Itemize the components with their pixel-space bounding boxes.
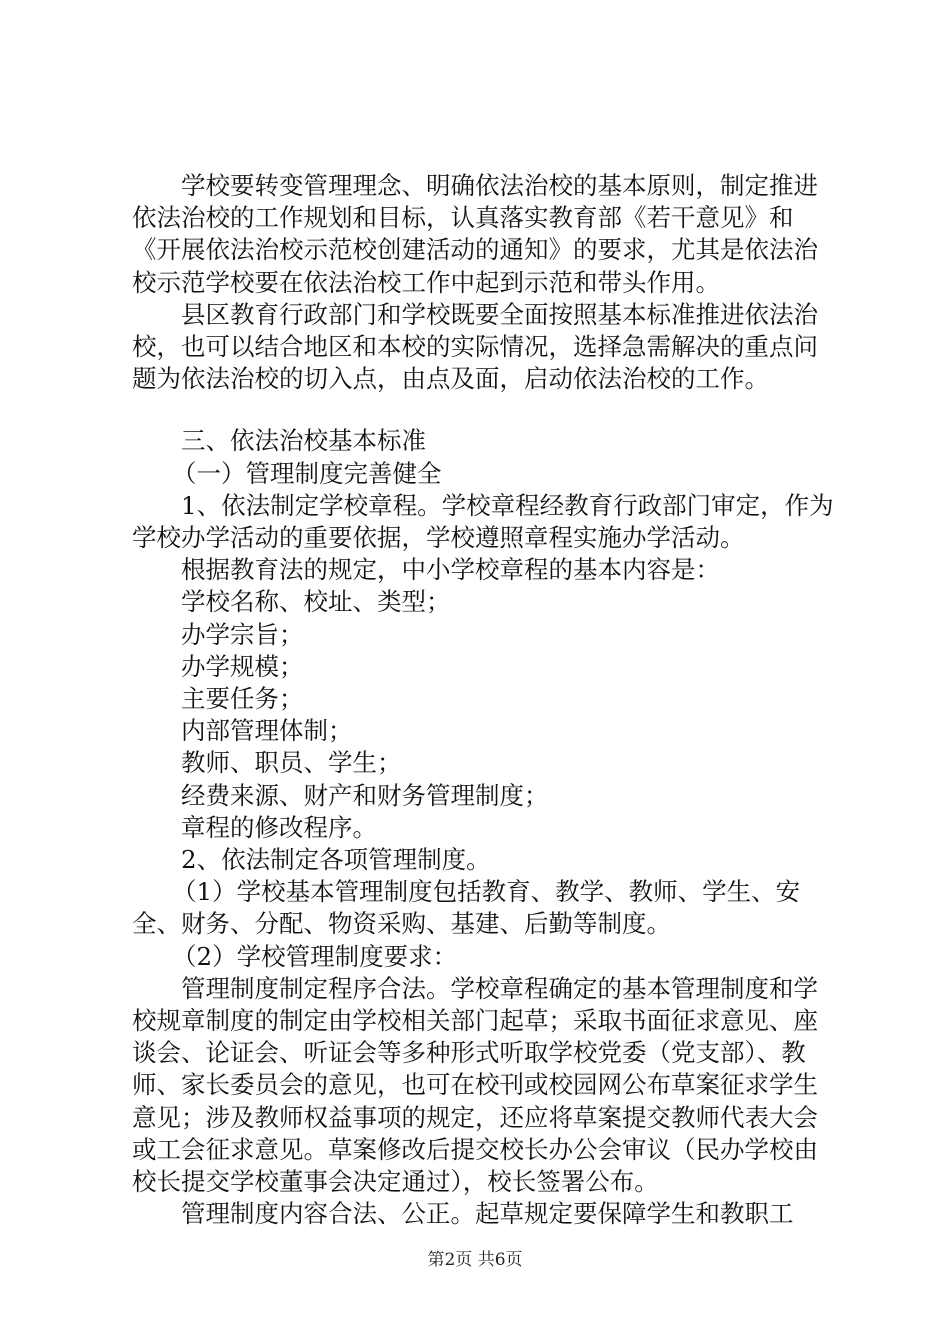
list-item: 主要任务；: [181, 684, 304, 714]
list-item: 办学宗旨；: [181, 619, 304, 649]
charter-contents-list: [132, 586, 837, 844]
section-heading-standards: 三、依法治校基本标准: [181, 426, 426, 456]
list-item: 经费来源、财产和财务管理制度；: [181, 780, 549, 810]
subsection-heading-management: （一）管理制度完善健全: [172, 458, 442, 488]
list-item: 教师、职员、学生；: [181, 748, 402, 778]
list-item: 内部管理体制；: [181, 716, 353, 746]
paragraph-procedure-legal: 管理制度制定程序合法。学校章程确定的基本管理制度和学校规章制度的制定由学校相关部门起草；采取书面征求意见、座谈会、论证会、听证会等多种形式听取学校党委（党支部）、教师、家长委员会的意见，也可在校刊或校园网公布草案征求学生意见；涉及教师权益事项的规定，还应将草案提交教师代表大会或工会征求意见。草案修改后提交校长办公会审议（民办学校由校长提交学校董事会决定通过），校长签署公布。: [132, 973, 818, 1197]
page-footer: 第2页 共6页: [427, 1250, 523, 1270]
paragraph-school-charter: 1、依法制定学校章程。学校章程经教育行政部门审定，作为学校办学活动的重要依据，学校遵照章程实施办学活动。: [132, 490, 834, 553]
paragraph-basic-rules: （1）学校基本管理制度包括教育、教学、教师、学生、安全、财务、分配、物资采购、基建、后勤等制度。: [132, 877, 801, 939]
document-body: [132, 170, 837, 1231]
paragraph-charter-contents-intro: 根据教育法的规定，中小学校章程的基本内容是：: [181, 555, 720, 585]
list-item: 章程的修改程序。: [181, 812, 377, 842]
paragraph-management-rules: 2、依法制定各项管理制度。: [181, 845, 491, 875]
paragraph-principles: 学校要转变管理理念、明确依法治校的基本原则，制定推进依法治校的工作规划和目标，认真落实教育部《若干意见》和《开展依法治校示范校创建活动的通知》的要求，尤其是依法治校示范学校要在依法治校工作中起到示范和带头作用。: [132, 171, 818, 297]
list-item: 办学规模；: [181, 651, 304, 681]
list-item: 学校名称、校址、类型；: [181, 587, 451, 617]
paragraph-content-legal: 管理制度内容合法、公正。起草规定要保障学生和教职工: [181, 1199, 794, 1229]
paragraph-county-schools: 县区教育行政部门和学校既要全面按照基本标准推进依法治校，也可以结合地区和本校的实际情况，选择急需解决的重点问题为依法治校的切入点，由点及面，启动依法治校的工作。: [132, 299, 818, 394]
paragraph-rule-requirements: （2）学校管理制度要求：: [172, 941, 458, 971]
